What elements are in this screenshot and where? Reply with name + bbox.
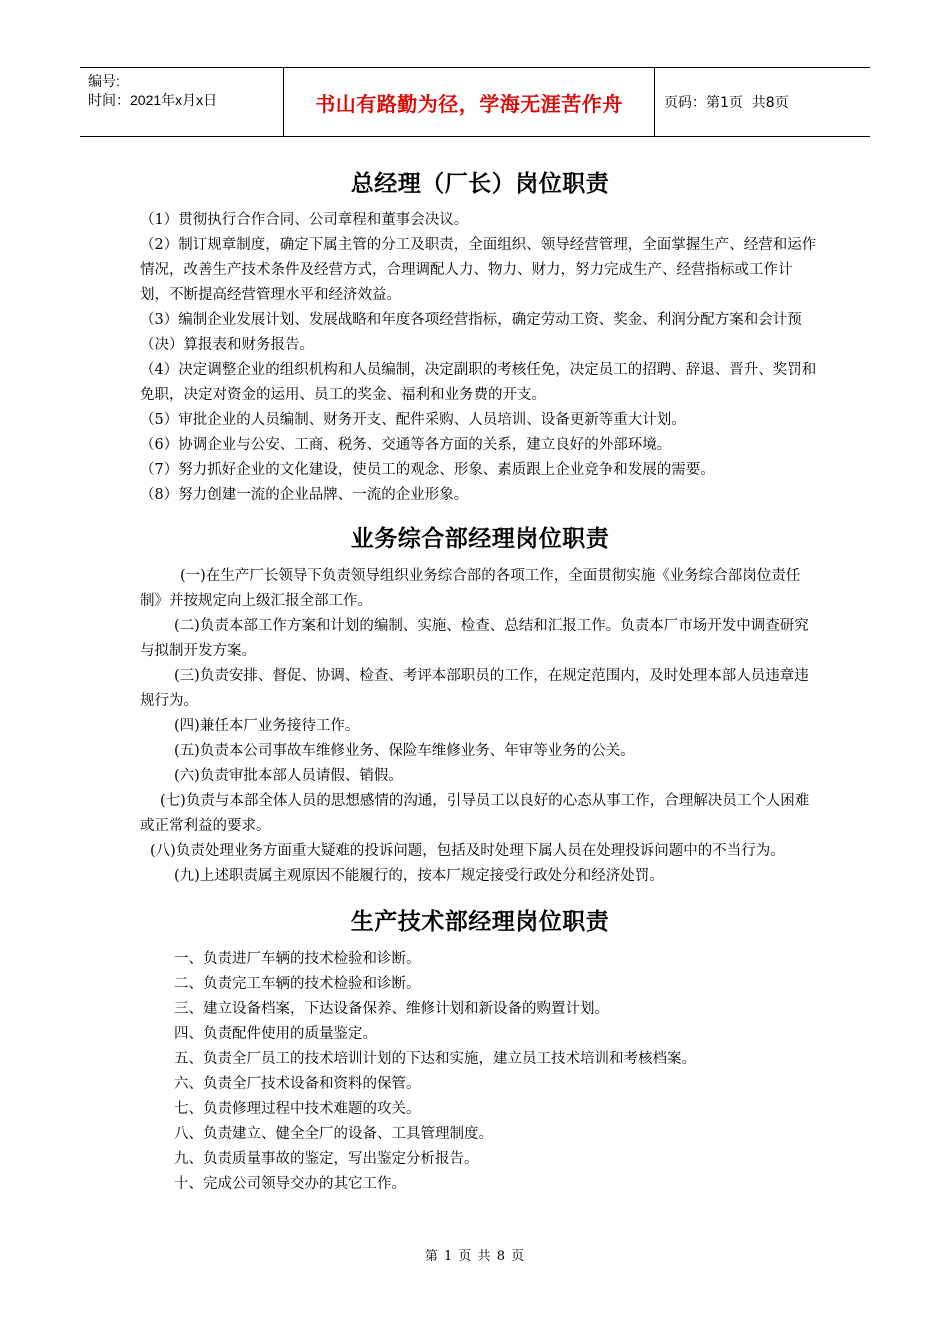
duty-item: (六)负责审批本部人员请假、销假。 — [174, 768, 403, 784]
duty-item: 四、负责配件使用的质量鉴定。 — [174, 1026, 377, 1042]
duty-item: （2）制订规章制度，确定下属主管的分工及职责，全面组织、领导经营管理，全面掌握生产、经营和运作情况，改善生产技术条件及经营方式，合理调配人力、物力、财力，努力完成生产、经营指标或工作计划，不断提高经营管理水平和经济效益。 — [140, 237, 817, 303]
duty-item: （4）决定调整企业的组织机构和人员编制，决定副职的考核任免，决定员工的招聘、辞退、晋升、奖罚和免职，决定对资金的运用、员工的奖金、福利和业务费的开支。 — [140, 362, 817, 403]
page-info-text: 页码：第1页 共8页 — [664, 95, 789, 111]
document-number-label: 编号: — [88, 73, 120, 89]
duty-item: (五)负责本公司事故车维修业务、保险车维修业务、年审等业务的公关。 — [174, 743, 635, 759]
duty-item: 七、负责修理过程中技术难题的攻关。 — [174, 1101, 421, 1117]
section-general-manager — [140, 160, 820, 508]
duty-item: （6）协调企业与公安、工商、税务、交通等各方面的关系，建立良好的外部环境。 — [140, 437, 672, 453]
duty-item: (七)负责与本部全体人员的思想感情的沟通，引导员工以良好的心态从事工作，合理解决员工个人困难或正常利益的要求。 — [140, 793, 810, 834]
section-title: 生产技术部经理岗位职责 — [350, 909, 610, 935]
duty-item: (八)负责处理业务方面重大疑难的投诉问题，包括及时处理下属人员在处理投诉问题中的不当行为。 — [150, 843, 785, 859]
duty-item: 十、完成公司领导交办的其它工作。 — [174, 1176, 406, 1192]
duty-item: 二、负责完工车辆的技术检验和诊断。 — [174, 976, 421, 992]
section-title: 业务综合部经理岗位职责 — [350, 526, 610, 552]
document-body — [140, 160, 820, 1197]
page-footer: 第 1 页 共 8 页 — [424, 1249, 526, 1264]
duty-item: （5）审批企业的人员编制、财务开支、配件采购、人员培训、设备更新等重大计划。 — [140, 412, 686, 428]
duty-item: 九、负责质量事故的鉴定，写出鉴定分析报告。 — [174, 1151, 479, 1167]
section-production-manager — [140, 897, 820, 1197]
section-business-manager — [140, 514, 820, 889]
duty-item: 六、负责全厂技术设备和资料的保管。 — [174, 1076, 421, 1092]
section-title: 总经理（厂长）岗位职责 — [350, 171, 610, 197]
document-time-label: 时间：2021年x月x日 — [88, 92, 218, 108]
duty-item: 五、负责全厂员工的技术培训计划的下达和实施，建立员工技术培训和考核档案。 — [174, 1051, 696, 1067]
duty-item: (一)在生产厂长领导下负责领导组织业务综合部的各项工作，全面贯彻实施《业务综合部岗位责任制》并按规定向上级汇报全部工作。 — [140, 568, 801, 609]
duty-item: 八、负责建立、健全全厂的设备、工具管理制度。 — [174, 1126, 493, 1142]
page-header — [80, 67, 870, 137]
duty-item: (二)负责本部工作方案和计划的编制、实施、检查、总结和汇报工作。负责本厂市场开发中调查研究与拟制开发方案。 — [140, 618, 809, 659]
duty-item: （3）编制企业发展计划、发展战略和年度各项经营指标，确定劳动工资、奖金、利润分配方案和会计预（决）算报表和财务报告。 — [140, 312, 802, 353]
duty-item: 三、建立设备档案，下达设备保养、维修计划和新设备的购置计划。 — [174, 1001, 609, 1017]
duty-item: (三)负责安排、督促、协调、检查、考评本部职员的工作，在规定范围内，及时处理本部人员违章违规行为。 — [140, 668, 809, 709]
duty-item: （8）努力创建一流的企业品牌、一流的企业形象。 — [140, 487, 469, 503]
header-meta — [80, 68, 283, 136]
header-motto: 书山有路勤为径，学海无涯苦作舟 — [283, 68, 655, 136]
header-page-info — [655, 68, 870, 136]
duty-item: （7）努力抓好企业的文化建设，使员工的观念、形象、素质跟上企业竞争和发展的需要。 — [140, 462, 715, 478]
duty-item: (四)兼任本厂业务接待工作。 — [174, 718, 360, 734]
duty-item: 一、负责进厂车辆的技术检验和诊断。 — [174, 951, 421, 967]
duty-item: （1）贯彻执行合作合同、公司章程和董事会决议。 — [140, 212, 469, 228]
duty-item: (九)上述职责属主观原因不能履行的，按本厂规定接受行政处分和经济处罚。 — [174, 868, 664, 884]
